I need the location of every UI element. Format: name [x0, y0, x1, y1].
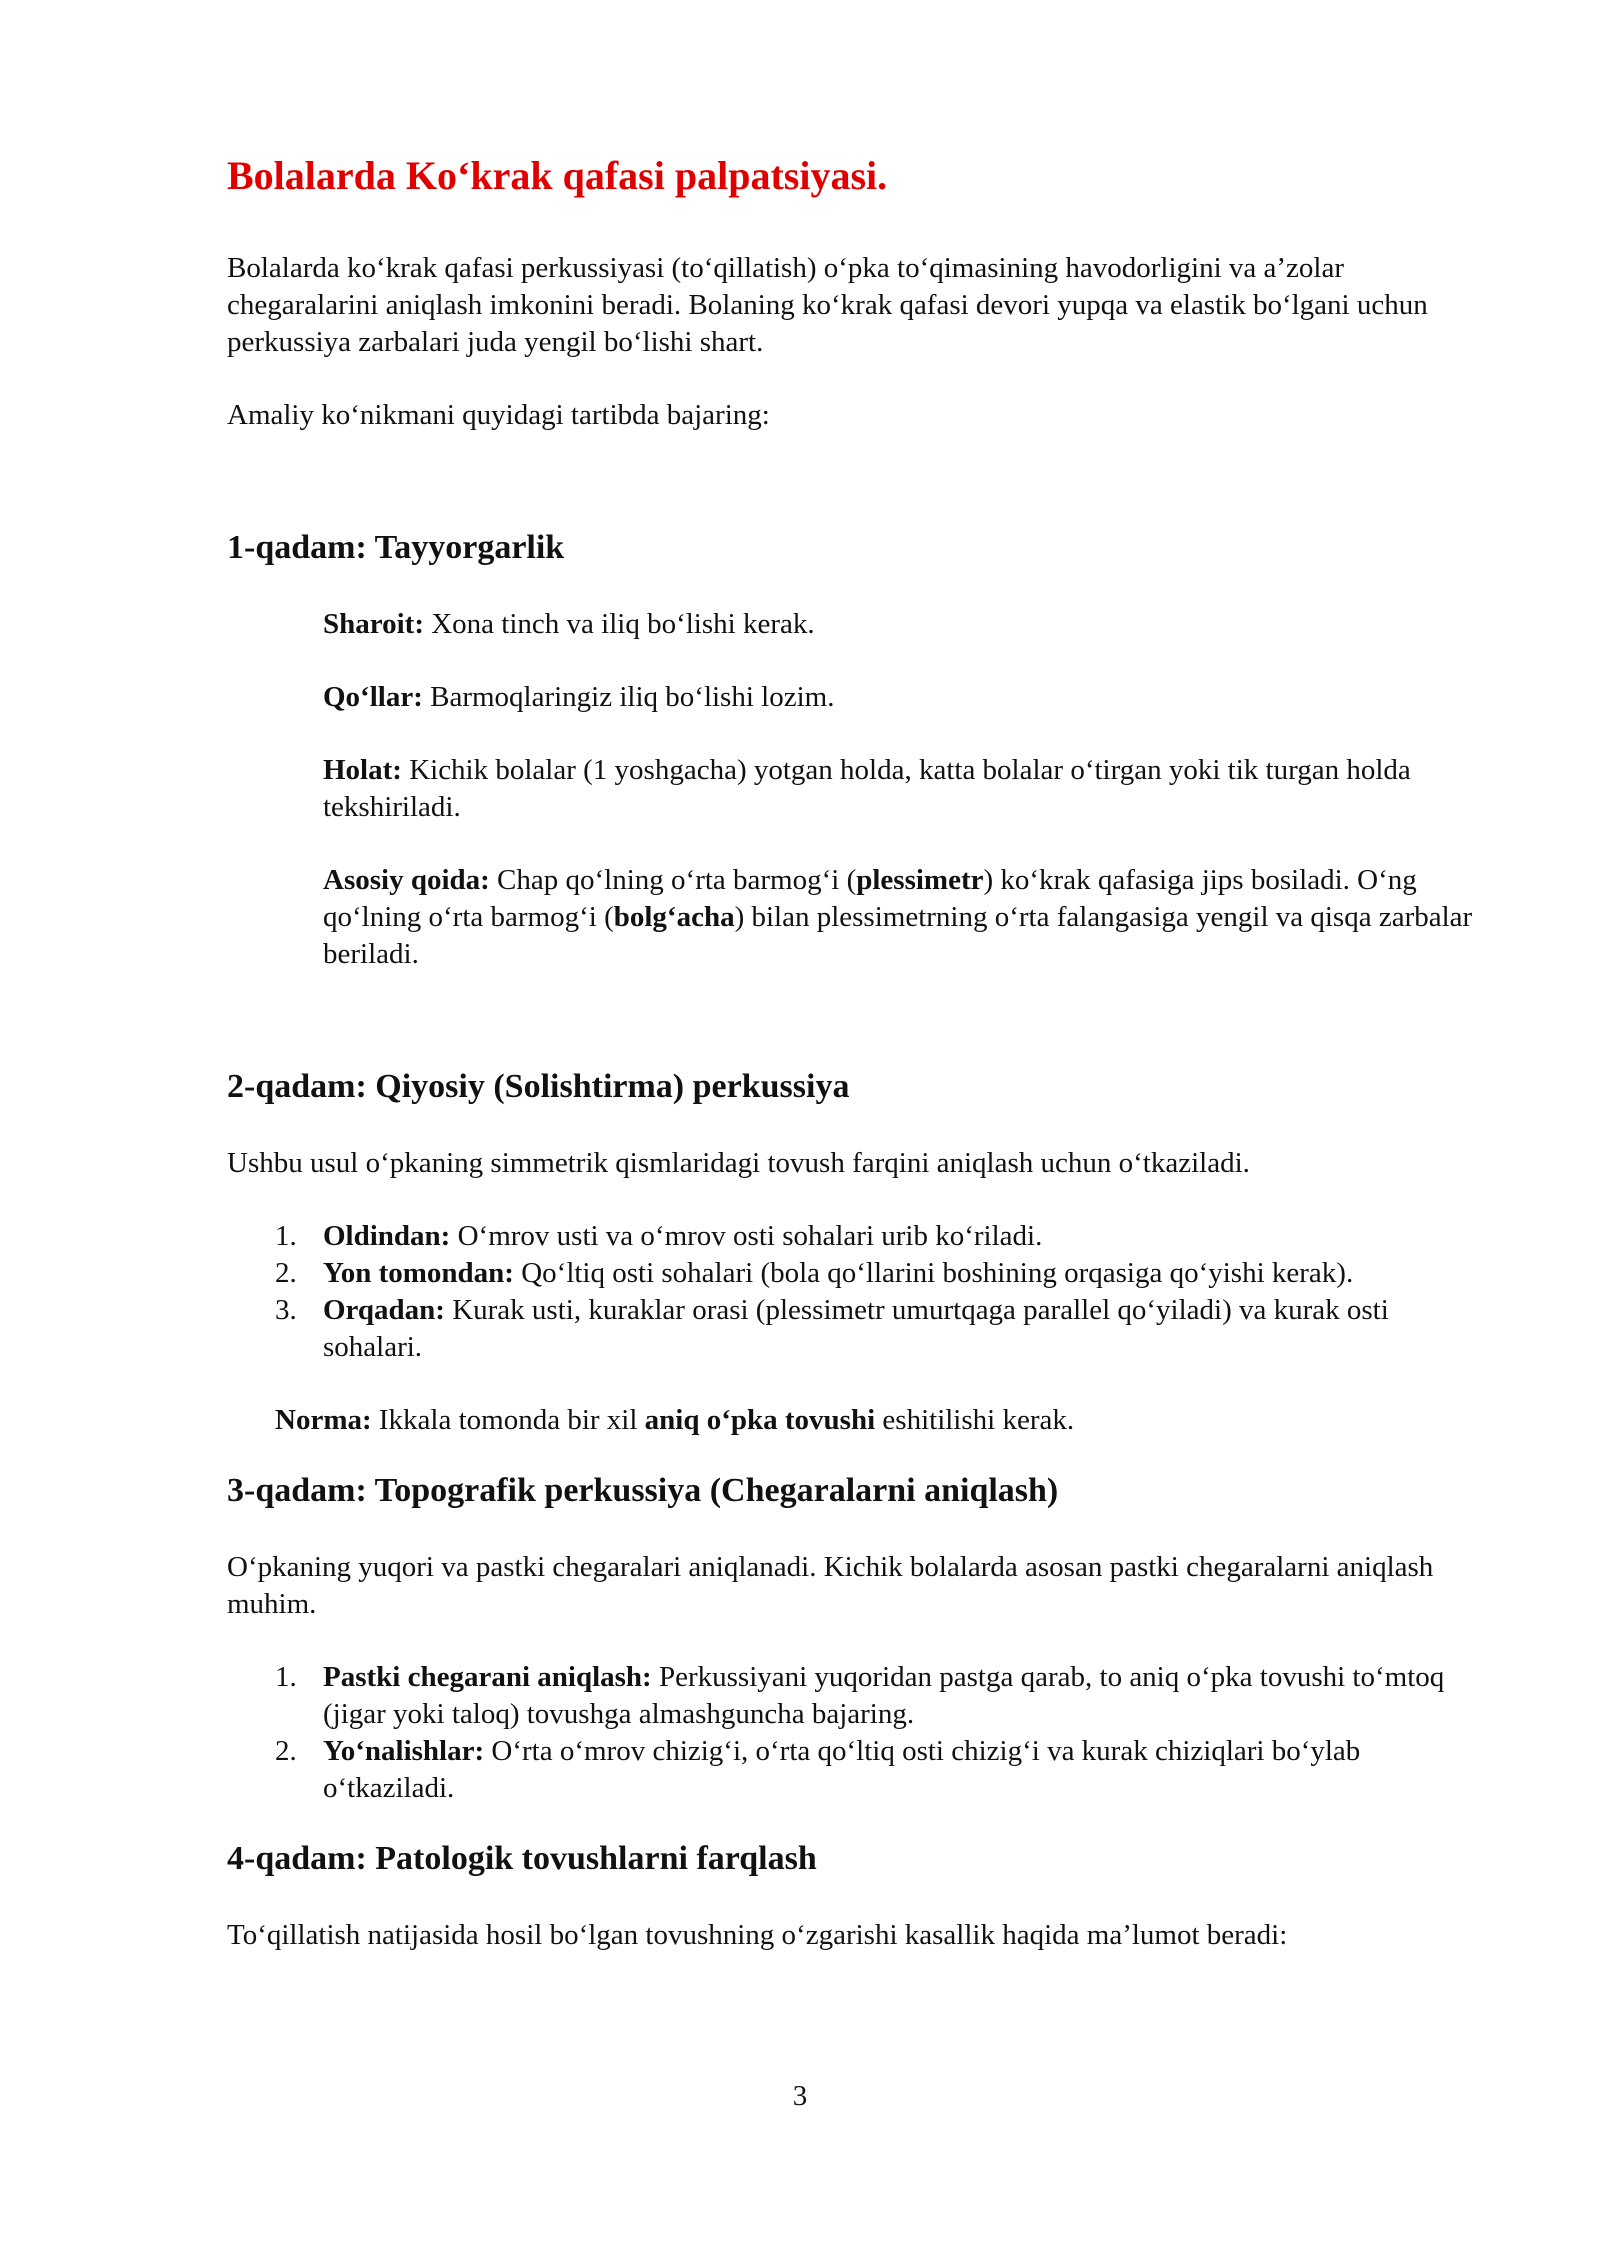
step3-intro: O‘pkaning yuqori va pastki chegaralari aniqlanadi. Kichik bolalarda asosan pastki chegaralarni aniqlash muhim.	[227, 1551, 1434, 1620]
item-label: Orqadan:	[323, 1294, 445, 1326]
item-label: Yon tomondan:	[323, 1257, 514, 1289]
page-content	[227, 150, 1477, 1954]
rule-label: Asosiy qoida:	[323, 864, 490, 896]
item-label: Qo‘llar:	[323, 681, 423, 713]
step2-list	[227, 1218, 1477, 1366]
document-title: Bolalarda Ko‘krak qafasi palpatsiyasi.	[227, 153, 888, 198]
page-number: 3	[792, 2080, 808, 2112]
step4-heading: 4-qadam: Patologik tovushlarni farqlash	[227, 1840, 817, 1877]
item-text: Kurak usti, kuraklar orasi (plessimetr umurtqaga parallel qo‘yiladi) va kurak osti sohalari.	[323, 1294, 1389, 1363]
rule-term: bolg‘acha	[613, 901, 735, 933]
item-label: Pastki chegarani aniqlash:	[323, 1661, 652, 1693]
intro-paragraph: Bolalarda ko‘krak qafasi perkussiyasi (to‘qillatish) o‘pka to‘qimasining havodorligini va a’zolar chegaralarini aniqlash imkonini beradi. Bolaning ko‘krak qafasi devori yupqa va elastik bo‘lgani uchun perkussiya zarbalari juda yengil bo‘lishi shart.	[227, 252, 1428, 358]
step1-main-rule	[323, 862, 1477, 973]
step1-item-hands	[323, 679, 1477, 716]
list-item	[227, 1255, 1477, 1292]
item-label: Yo‘nalishlar:	[323, 1735, 485, 1767]
norma-term: aniq o‘pka tovushi	[644, 1404, 876, 1436]
list-number: 1.	[275, 1220, 297, 1252]
step1-item-position	[323, 752, 1477, 826]
list-number: 3.	[275, 1294, 297, 1326]
step3-list	[227, 1659, 1477, 1807]
item-label: Holat:	[323, 754, 402, 786]
list-number: 1.	[275, 1661, 297, 1693]
step1-item-conditions	[323, 606, 1477, 643]
step1-heading: 1-qadam: Tayyorgarlik	[227, 529, 565, 566]
step3-heading: 3-qadam: Topografik perkussiya (Chegaralarni aniqlash)	[227, 1472, 1059, 1509]
item-label: Oldindan:	[323, 1220, 451, 1252]
item-label: Sharoit:	[323, 608, 424, 640]
rule-text: Chap qo‘lning o‘rta barmog‘i (	[489, 864, 857, 896]
rule-term: plessimetr	[856, 864, 984, 896]
item-text: O‘mrov usti va o‘mrov osti sohalari urib ko‘riladi.	[450, 1220, 1043, 1252]
norma-label: Norma:	[275, 1404, 372, 1436]
list-item	[227, 1292, 1477, 1366]
list-item	[227, 1659, 1477, 1733]
rule-text: ) ko‘krak qafasiga jips bosiladi. O‘ng qo‘lning o‘rta barmog‘i (	[323, 864, 1417, 933]
item-text: Qo‘ltiq osti sohalari (bola qo‘llarini boshining orqasiga qo‘yishi kerak).	[513, 1257, 1354, 1289]
step2-heading: 2-qadam: Qiyosiy (Solishtirma) perkussiya	[227, 1068, 850, 1105]
step2-intro: Ushbu usul o‘pkaning simmetrik qismlaridagi tovush farqini aniqlash uchun o‘tkaziladi.	[227, 1147, 1250, 1179]
list-item	[227, 1218, 1477, 1255]
item-text: Kichik bolalar (1 yoshgacha) yotgan holda, katta bolalar o‘tirgan yoki tik turgan holda tekshiriladi.	[323, 754, 1411, 823]
step2-norma	[275, 1402, 1477, 1439]
step4-intro: To‘qillatish natijasida hosil bo‘lgan tovushning o‘zgarishi kasallik haqida ma’lumot beradi:	[227, 1919, 1288, 1951]
item-text: Barmoqlaringiz iliq bo‘lishi lozim.	[422, 681, 835, 713]
norma-text: eshitilishi kerak.	[875, 1404, 1075, 1436]
instruction-paragraph: Amaliy ko‘nikmani quyidagi tartibda bajaring:	[227, 399, 770, 431]
list-item	[227, 1733, 1477, 1807]
norma-text: Ikkala tomonda bir xil	[371, 1404, 645, 1436]
rule-text: ) bilan plessimetrning o‘rta falangasiga yengil va qisqa zarbalar beriladi.	[323, 901, 1473, 970]
list-number: 2.	[275, 1257, 297, 1289]
list-number: 2.	[275, 1735, 297, 1767]
item-text: O‘rta o‘mrov chizig‘i, o‘rta qo‘ltiq osti chizig‘i va kurak chiziqlari bo‘ylab o‘tkaziladi.	[323, 1735, 1361, 1804]
item-text: Perkussiyani yuqoridan pastga qarab, to aniq o‘pka tovushi to‘mtoq (jigar yoki taloq) tovushga almashguncha bajaring.	[323, 1661, 1445, 1730]
item-text: Xona tinch va iliq bo‘lishi kerak.	[423, 608, 815, 640]
